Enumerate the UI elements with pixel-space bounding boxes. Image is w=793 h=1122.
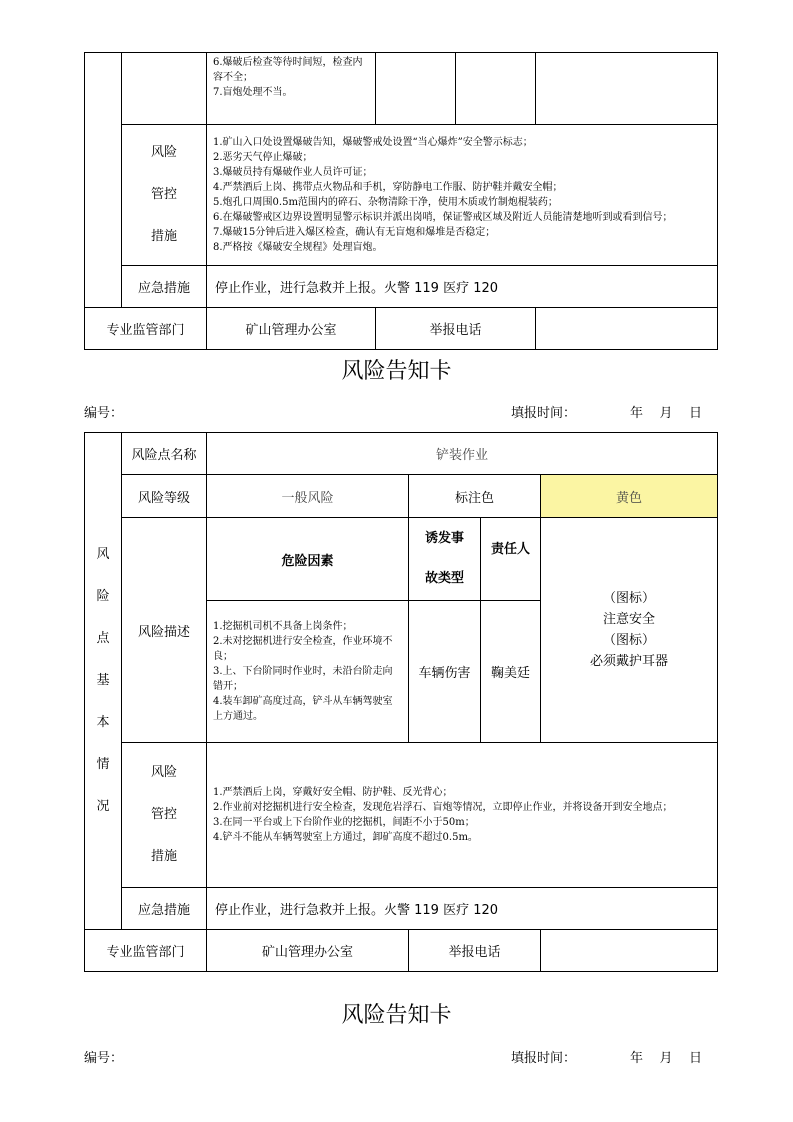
hazard-item: 3.上、下台阶同时作业时，未沿台阶走向错开； — [213, 666, 393, 692]
control-label: 措施 — [150, 849, 177, 864]
date-units: 年 月 日 — [630, 406, 703, 421]
date-label: 填报时间： — [511, 406, 577, 421]
accident-type-value: 车辆伤害 — [409, 601, 481, 743]
emergency-label: 应急措施 — [122, 888, 207, 930]
control-label-cell — [122, 743, 207, 888]
color-value: 黄色 — [541, 475, 718, 518]
report-value — [541, 930, 718, 972]
date-units: 年 月 日 — [630, 1051, 703, 1066]
emergency-label: 应急措施 — [122, 266, 207, 308]
report-label: 举报电话 — [409, 930, 541, 972]
side-char: 况 — [96, 799, 110, 814]
hazard-item: 7.盲炮处理不当。 — [213, 87, 293, 98]
control-item: 5.炮孔口周围0.5m范围内的碎石、杂物清除干净，使用木质或竹制炮棍装药； — [213, 197, 558, 208]
hazard-item: 2.未对挖掘机进行安全检查，作业环境不良； — [213, 636, 393, 662]
sign-icon-placeholder: （图标） — [603, 591, 656, 606]
side-char: 本 — [96, 715, 110, 730]
side-char: 点 — [96, 631, 110, 646]
safety-signs-cell — [541, 518, 718, 743]
sign-icon-placeholder: （图标） — [603, 633, 656, 648]
control-label-cell — [122, 125, 207, 266]
responsible-cell — [456, 53, 536, 125]
dept-value: 矿山管理办公室 — [207, 308, 376, 350]
report-value — [536, 308, 718, 350]
control-item: 6.在爆破警戒区边界设置明显警示标识并派出岗哨，保证警戒区域及附近人员能清楚地听到或看到信号； — [213, 212, 673, 223]
card-title: 风险告知卡 — [341, 359, 452, 384]
control-item: 7.爆破15分钟后进入爆区检查，确认有无盲炮和爆堆是否稳定； — [213, 227, 496, 238]
control-measures-cell — [207, 743, 718, 888]
risk-card-1-table — [84, 52, 718, 350]
signs-cell — [536, 53, 718, 125]
risk-name-label: 风险点名称 — [122, 433, 207, 475]
emergency-text: 停止作业，进行急救并上报。火警 119 医疗 120 — [207, 266, 718, 308]
hazard-continued-cell — [207, 53, 376, 125]
side-char: 风 — [96, 547, 110, 562]
control-item: 3.爆破员持有爆破作业人员许可证； — [213, 167, 373, 178]
accident-type-cell — [376, 53, 456, 125]
control-item: 8.严格按《爆破安全规程》处理盲炮。 — [213, 242, 383, 253]
control-label: 措施 — [150, 229, 177, 244]
accident-type-header — [409, 518, 481, 601]
card-title: 风险告知卡 — [341, 1003, 452, 1028]
control-item: 1.矿山入口处设置爆破告知，爆破警戒处设置“当心爆炸”安全警示标志； — [213, 137, 533, 148]
control-item: 4.铲斗不能从车辆驾驶室上方通过，卸矿高度不超过0.5m。 — [213, 832, 478, 843]
control-measures-cell — [207, 125, 718, 266]
hazard-header: 危险因素 — [207, 518, 409, 601]
control-label: 管控 — [150, 187, 177, 202]
control-item: 1.严禁酒后上岗，穿戴好安全帽、防护鞋、反光背心； — [213, 787, 453, 798]
control-label: 管控 — [150, 807, 177, 822]
report-label: 举报电话 — [376, 308, 536, 350]
number-label: 编号： — [84, 1051, 124, 1066]
control-item: 2.作业前对挖掘机进行安全检查，发现危岩浮石、盲炮等情况，立即停止作业，并将设备开到安全地点； — [213, 802, 673, 813]
side-label-cell — [85, 53, 122, 308]
control-item: 2.恶劣天气停止爆破； — [213, 152, 313, 163]
sign-text: 必须戴护耳器 — [590, 654, 669, 669]
hazard-item: 6.爆破后检查等待时间短，检查内容不全； — [213, 57, 363, 83]
side-label-cell — [85, 433, 122, 930]
dept-label: 专业监管部门 — [85, 930, 207, 972]
emergency-text: 停止作业，进行急救并上报。火警 119 医疗 120 — [207, 888, 718, 930]
risk-card-2-table — [84, 432, 718, 972]
sign-text: 注意安全 — [603, 612, 656, 627]
risk-name-value: 铲装作业 — [207, 433, 718, 475]
dept-value: 矿山管理办公室 — [207, 930, 409, 972]
hazard-list-cell — [207, 601, 409, 743]
blank-label-cell — [122, 53, 207, 125]
responsible-header: 责任人 — [481, 518, 541, 601]
accident-header-line: 诱发事 — [424, 531, 464, 546]
risk-level-value: 一般风险 — [207, 475, 409, 518]
risk-level-label: 风险等级 — [122, 475, 207, 518]
responsible-value: 鞠美廷 — [481, 601, 541, 743]
number-label: 编号： — [84, 406, 124, 421]
risk-desc-label: 风险描述 — [122, 518, 207, 743]
control-label: 风险 — [150, 145, 177, 160]
side-char: 情 — [96, 757, 110, 772]
control-item: 4.严禁酒后上岗、携带点火物品和手机，穿防静电工作服、防护鞋并戴安全帽； — [213, 182, 563, 193]
color-label: 标注色 — [409, 475, 541, 518]
date-label: 填报时间： — [511, 1051, 577, 1066]
hazard-item: 1.挖掘机司机不具备上岗条件； — [213, 621, 353, 632]
dept-label: 专业监管部门 — [85, 308, 207, 350]
side-char: 基 — [96, 673, 110, 688]
control-label: 风险 — [150, 765, 177, 780]
accident-header-line: 故类型 — [424, 571, 464, 586]
hazard-item: 4.装车卸矿高度过高，铲斗从车辆驾驶室上方通过。 — [213, 696, 393, 722]
side-char: 险 — [96, 589, 110, 604]
control-item: 3.在同一平台或上下台阶作业的挖掘机，间距不小于50m； — [213, 817, 475, 828]
